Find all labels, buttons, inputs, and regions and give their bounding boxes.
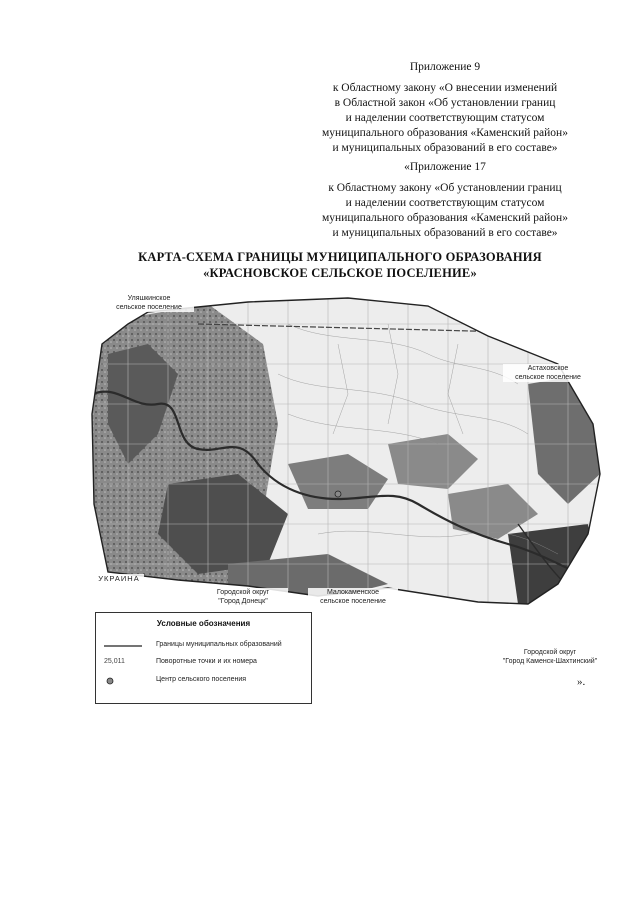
legend-label: Поворотные точки и их номера xyxy=(156,658,257,665)
map-title xyxy=(60,249,620,281)
legend-title: Условные обозначения xyxy=(156,619,251,628)
closing-quote: ». xyxy=(577,676,586,688)
boundary-map xyxy=(88,284,608,614)
label-line: сельское поселение xyxy=(515,374,581,381)
label-line: "Город Каменск-Шахтинский" xyxy=(502,658,598,665)
annex-17-line: к Областному закону «Об установлении границ xyxy=(328,182,562,194)
label-line: сельское поселение xyxy=(116,304,182,311)
territory-fill xyxy=(88,284,608,614)
legend-label: Границы муниципальных образований xyxy=(156,641,282,648)
annex-9-line: и наделении соответствующим статусом xyxy=(345,112,545,124)
label-ulyashkinskoe xyxy=(104,294,194,312)
map-graphic xyxy=(88,284,608,614)
annex-9-line: муниципального образования «Каменский район» xyxy=(322,127,568,139)
annex-9-header xyxy=(300,60,590,156)
label-line: Городской округ xyxy=(216,589,270,596)
legend-item-boundary xyxy=(104,640,309,652)
label-kamensk-shakhtinsky xyxy=(485,648,615,666)
annex-9-line: и муниципальных образований в его составе» xyxy=(332,142,558,154)
legend-label: Центр сельского поселения xyxy=(156,676,247,683)
annex-17-number: «Приложение 17 xyxy=(404,161,486,173)
legend-sample-number: 25,011 xyxy=(104,658,125,665)
label-line: "Город Донецк" xyxy=(218,598,268,605)
annex-17-header xyxy=(300,160,590,241)
label-malokamenskoe xyxy=(308,588,398,606)
settlement-center-marker xyxy=(335,491,341,497)
annex-17-line: муниципального образования «Каменский район» xyxy=(322,212,568,224)
boundary-line-icon xyxy=(104,640,142,652)
annex-9-number: Приложение 9 xyxy=(409,61,481,73)
label-line: УКРАИНА xyxy=(98,574,140,583)
legend-item-turning-points xyxy=(104,657,309,669)
map-title-line-1: КАРТА-СХЕМА ГРАНИЦЫ МУНИЦИПАЛЬНОГО ОБРАЗОВАНИЯ xyxy=(138,250,542,264)
map-title-line-2: «КРАСНОВСКОЕ СЕЛЬСКОЕ ПОСЕЛЕНИЕ» xyxy=(203,266,477,280)
map-legend xyxy=(95,612,312,704)
label-donetsk xyxy=(198,588,288,606)
annex-17-line: и наделении соответствующим статусом xyxy=(345,197,545,209)
settlement-center-icon xyxy=(104,675,142,687)
label-line: Уляшкинское xyxy=(127,295,171,302)
annex-9-line: в Областной закон «Об установлении границ xyxy=(334,97,556,109)
label-line: Малокаменское xyxy=(327,589,379,596)
label-line: Астаховское xyxy=(527,365,569,372)
label-line: сельское поселение xyxy=(320,598,386,605)
label-line: Городской округ xyxy=(523,649,577,656)
legend-item-center xyxy=(104,675,309,687)
annex-17-line: и муниципальных образований в его составе» xyxy=(332,227,558,239)
label-ukraine xyxy=(94,574,144,583)
label-astakhovskoe xyxy=(503,364,593,382)
annex-9-line: к Областному закону «О внесении изменений xyxy=(332,82,558,94)
